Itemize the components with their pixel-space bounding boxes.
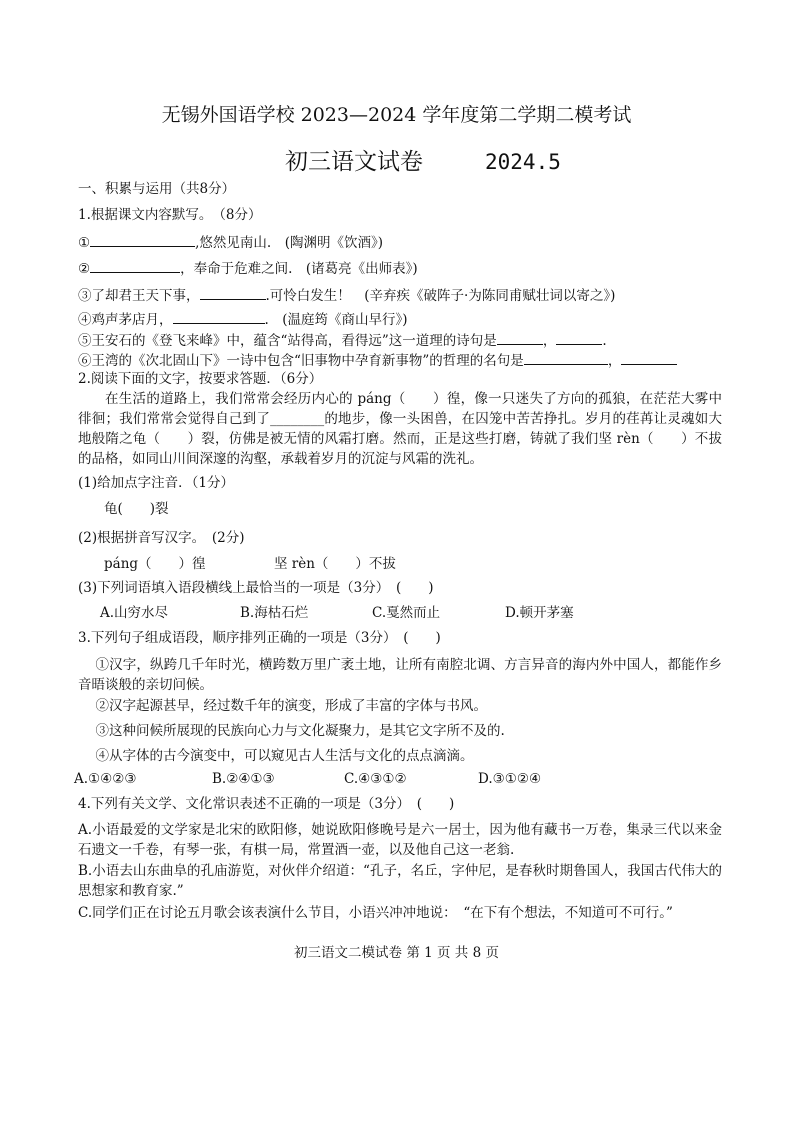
q1-item-4-suffix: . (温庭筠《商山早行》) bbox=[264, 312, 408, 328]
q3-sentence-1: ①汉字，纵跨几千年时光，横跨数万里广袤土地，让所有南腔北调、方言异音的海内外中国人，都能作乡音晤谈般的亲切问候。 bbox=[78, 657, 722, 693]
q2-sub2-item-a: páng（ ）徨 bbox=[104, 556, 206, 572]
answer-blank[interactable] bbox=[90, 259, 180, 273]
q3-option-a[interactable]: A.①④②③ bbox=[74, 771, 137, 787]
q1-item-2-prefix: ② bbox=[78, 261, 91, 277]
q1-item-2 bbox=[78, 259, 418, 277]
q1-item-1 bbox=[78, 233, 383, 251]
q1-item-4-prefix: ④鸡声茅店月， bbox=[78, 312, 173, 328]
q1-item-6-comma: ， bbox=[607, 353, 622, 369]
q2-option-c[interactable]: C.戛然而止 bbox=[372, 605, 441, 621]
exam-date: 2024.5 bbox=[485, 150, 561, 174]
q2-sub1: (1)给加点字注音．（1分） bbox=[78, 475, 234, 491]
exam-title: 无锡外国语学校 2023—2024 学年度第二学期二模考试 bbox=[161, 104, 632, 126]
q4-stem: 4.下列有关文学、文化常识表述不正确的一项是（3分） ( ) bbox=[78, 796, 455, 812]
exam-subtitle: 初三语文试卷 bbox=[285, 149, 423, 175]
q2-sub2: (2)根据拼音写汉字。 (2分) bbox=[78, 530, 245, 546]
q1-item-5 bbox=[78, 331, 607, 349]
q1-item-3 bbox=[78, 286, 615, 304]
q3-option-b[interactable]: B.②④①③ bbox=[212, 771, 275, 787]
q2-sub2-item-b: 坚 rèn（ ）不拔 bbox=[274, 556, 396, 572]
q1-item-3-suffix: .可怜白发生！ (辛弃疾《破阵子·为陈同甫赋壮词以寄之》) bbox=[265, 288, 616, 304]
q4-option-b[interactable]: B.小语去山东曲阜的孔庙游览，对伙伴介绍道：“孔子，名丘，字仲尼，是春秋时期鲁国人，我国古代伟大的思想家和教育家.” bbox=[78, 863, 722, 899]
answer-blank[interactable] bbox=[524, 351, 608, 365]
q1-item-5-comma: ， bbox=[542, 333, 557, 349]
q1-item-3-prefix: ③了却君王天下事， bbox=[78, 288, 200, 304]
page-footer: 初三语文二模试卷 第 1 页 共 8 页 bbox=[294, 945, 499, 961]
q1-item-4 bbox=[78, 310, 408, 328]
answer-blank[interactable] bbox=[556, 331, 602, 345]
q2-stem: 2.阅读下面的文字，按要求答题．（6分） bbox=[78, 371, 323, 387]
q1-item-5-prefix: ⑤王安石的《登飞来峰》中，蕴含“站得高，看得远”这一道理的诗句是 bbox=[78, 333, 497, 349]
exam-subtitle-row bbox=[285, 143, 561, 176]
q3-option-c[interactable]: C.④③①② bbox=[344, 771, 407, 787]
q2-passage: 在生活的道路上，我们常常会经历内心的 páng（ ）徨，像一只迷失了方向的孤狼，在茫茫大雾中徘徊；我们常常会觉得自己到了________的地步，像一头困兽，在囚笼中苦苦挣扎。岁月的荏苒让灵魂如大地般隋之龟（ ）裂，仿佛是被无情的风霜打磨。然而，正是这些打磨，铸就了我们坚 rèn（ ）不拔的品格，如同山川间深邃的沟壑，承载着岁月的沉淀与风霜的洗礼。 bbox=[78, 391, 722, 467]
q3-stem: 3.下列句子组成语段，顺序排列正确的一项是（3分） ( ) bbox=[78, 630, 441, 646]
q2-option-b[interactable]: B.海枯石烂 bbox=[240, 605, 309, 621]
q2-option-a[interactable]: A.山穷水尽 bbox=[100, 605, 169, 621]
answer-blank[interactable] bbox=[621, 351, 677, 365]
q4-option-c[interactable]: C.同学们正在讨论五月歌会该表演什么节目，小语兴冲冲地说： “在下有个想法，不知道可不可行。” bbox=[78, 905, 673, 921]
q2-sub3: (3)下列词语填入语段横线上最恰当的一项是（3分） ( ) bbox=[78, 580, 434, 596]
q3-sentence-3: ③这种问候所展现的民族向心力与文化凝聚力，是其它文字所不及的. bbox=[95, 723, 505, 739]
q1-stem: 1.根据课文内容默写。 （8分） bbox=[78, 207, 262, 223]
q1-item-6-prefix: ⑥王湾的《次北固山下》一诗中包含“旧事物中孕育新事物”的哲理的名句是 bbox=[78, 353, 524, 369]
q3-sentence-2: ②汉字起源甚早，经过数千年的演变，形成了丰富的字体与书风。 bbox=[95, 698, 488, 714]
answer-blank[interactable] bbox=[200, 286, 266, 300]
q1-item-5-suffix: . bbox=[602, 333, 607, 349]
q1-item-1-prefix: ① bbox=[78, 235, 91, 251]
answer-blank[interactable] bbox=[90, 233, 195, 247]
q4-option-a[interactable]: A.小语最爱的文学家是北宋的欧阳修，她说欧阳修晚号是六一居士，因为他有藏书一万卷，集录三代以来金石遗文一千卷，有琴一张，有棋一局，常置酒一壶，以及他自己这一老翁. bbox=[78, 822, 722, 858]
q3-option-d[interactable]: D.③①②④ bbox=[478, 771, 542, 787]
q1-item-2-suffix: ，奉命于危难之间. (诸葛亮《出师表》) bbox=[180, 261, 418, 277]
q1-item-1-suffix: ,悠然见南山. (陶渊明《饮酒》) bbox=[195, 235, 383, 251]
section-heading: 一、积累与运用（共8分） bbox=[78, 181, 236, 197]
q1-item-6 bbox=[78, 351, 677, 369]
q2-sub1-item: 龟( )裂 bbox=[104, 501, 169, 517]
q2-option-d[interactable]: D.顿开茅塞 bbox=[505, 605, 574, 621]
answer-blank[interactable] bbox=[173, 310, 265, 324]
answer-blank[interactable] bbox=[497, 331, 543, 345]
q3-sentence-4: ④从字体的古今演变中，可以窥见古人生活与文化的点点滴滴。 bbox=[95, 748, 474, 764]
